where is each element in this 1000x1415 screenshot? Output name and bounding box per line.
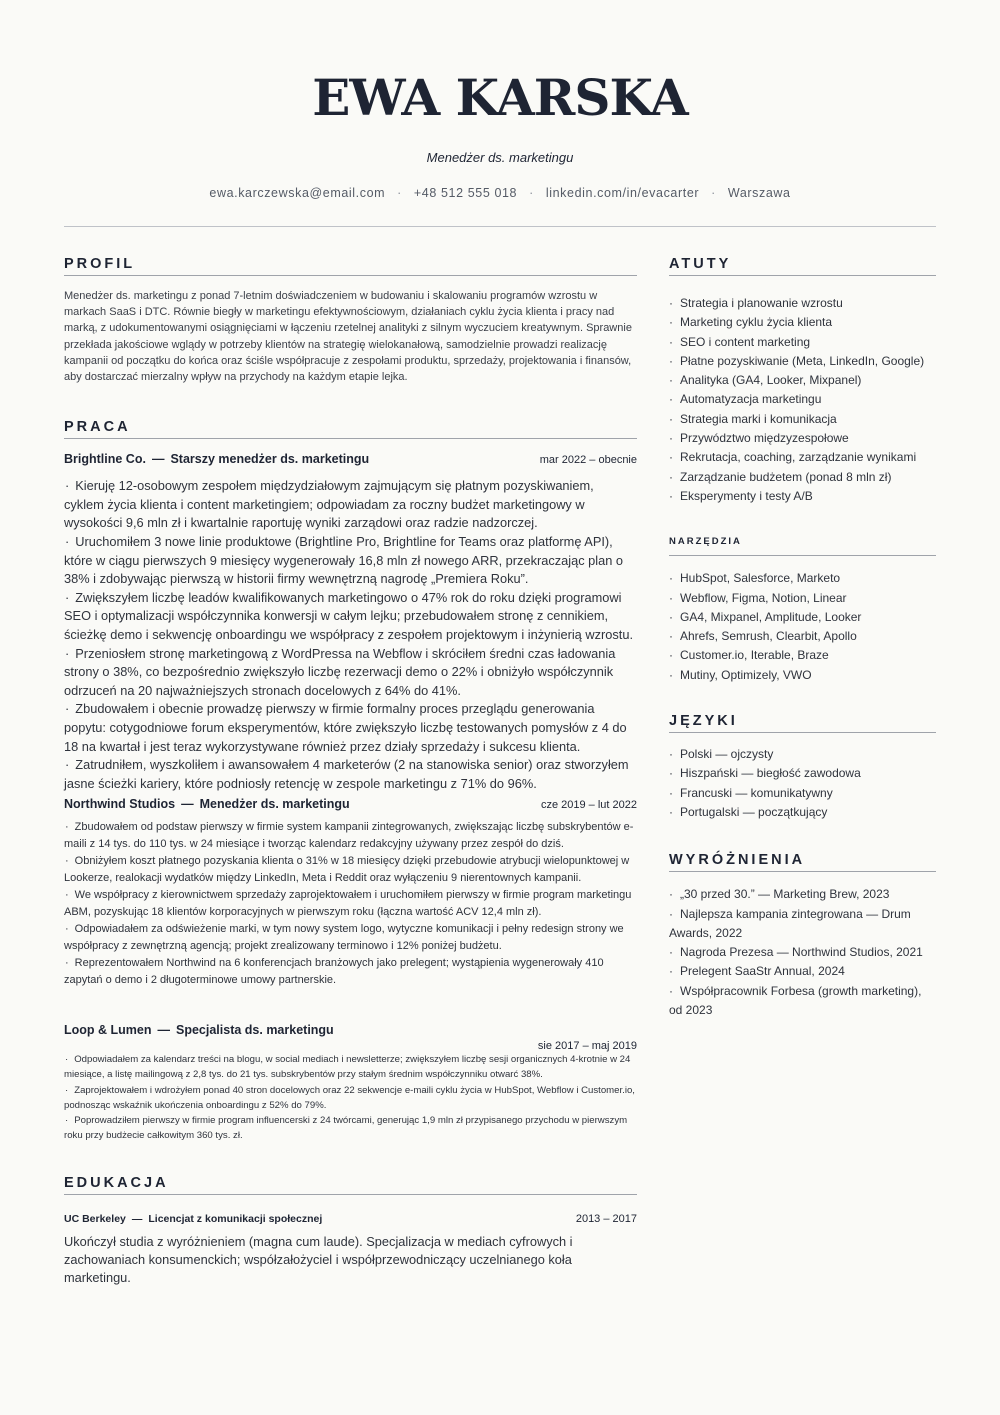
profile-section [64,256,637,385]
job-bullets [64,819,637,989]
education-school: UC Berkeley [64,1212,126,1225]
job-header: Brightline Co. — Starszy menedżer ds. marketingu mar 2022 – obecnie [64,452,637,467]
list-item: · Analityka (GA4, Looker, Mixpanel) [669,371,936,390]
job-bullets [64,477,637,793]
list-item: · GA4, Mixpanel, Amplitude, Looker [669,608,936,627]
list-item: · Webflow, Figma, Notion, Linear [669,589,936,608]
list-item: · Zarządzanie budżetem (ponad 8 mln zł) [669,468,936,487]
strengths-section [669,256,936,506]
list-item: · Francuski — komunikatywny [669,784,936,803]
list-item: · Customer.io, Iterable, Braze [669,646,936,665]
education-dates: 2013 – 2017 [575,1212,637,1225]
job-dates: mar 2022 – obecnie [539,454,637,467]
job-dates: cze 2019 – lut 2022 [540,799,637,812]
list-item: · Polski — ojczysty [669,745,936,764]
list-item: · Przywództwo międzyzespołowe [669,429,936,448]
list-item: · Eksperymenty i testy A/B [669,487,936,506]
languages-list [669,745,936,822]
job-bullet: · Zwiększyłem liczbę leadów kwalifikowanych marketingowo o 47% rok do roku dzięki programowi SEO i optymalizacji współczynnika konwersji w całym lejku; przebudowałem stronę z cennikiem, ścieżkę demo i sekwencję onboardingu we współpracy z zespołem projektowym i inżynierią wzrostu. [64,589,637,645]
job-title: Starszy menedżer ds. marketingu [170,452,370,467]
job-bullet: · Odpowiadałem za odświeżenie marki, w tym nowy system logo, wytyczne komunikacji i pełny redesign strony we współpracy z zewnętrzną agencją; projekt zrealizowany terminowo i 12% poniżej budżetu. [64,921,637,955]
job-bullet: · Zbudowałem od podstaw pierwszy w firmie system kampanii zintegrowanych, zwiększając liczbę subskrybentów e-maili z 14 tys. do 110 tys. w 24 miesiące i tworząc kalendarz redakcyjny używany przez zespół do dziś. [64,819,637,853]
education-section [64,1175,637,1287]
profile-text: Menedżer ds. marketingu z ponad 7-letnim doświadczeniem w budowaniu i skalowaniu programów wzrostu w markach SaaS i DTC. Równie biegły w marketingu efektywnościowym, działaniach cyklu życia klienta i pracy nad marką, z udokumentowanymi osiągnięciami w łączeniu rzetelnej analityki z silnym wyczuciem kreatywnym. Sprawnie przekłada jakościowe wglądy w potrzeby klientów na strategię wielokanałową, samodzielnie prowadzi realizację kampanii od początku do końca oraz ściśle współpracuje z zespołami produktu, sprzedaży, projektowania i finansów, aby dostarczać mierzalny wpływ na przychody na każdym etapie lejka. [64,290,632,384]
sidebar-column [669,256,936,1020]
education-text: Ukończył studia z wyróżnieniem (magna cum laude). Specjalizacja w mediach cyfrowych i zachowaniach konsumenckich; współzałożyciel i współprzewodniczący uczelnianego koła marketingu. [64,1233,573,1285]
education-header: UC Berkeley — Licencjat z komunikacji społecznej 2013 – 2017 [64,1212,637,1225]
candidate-role: Menedżer ds. marketingu [426,150,574,165]
list-item: · Mutiny, Optimizely, VWO [669,666,936,685]
list-item: · Ahrefs, Semrush, Clearbit, Apollo [669,627,936,646]
job-header: Loop & Lumen — Specjalista ds. marketingu [64,1023,334,1038]
job-bullet: · Zatrudniłem, wyszkoliłem i awansowałem 4 marketerów (2 na stanowiska senior) oraz stworzyłem jasne ścieżki kariery, które podniosły retencję w zespole marketingu z 71% do 96%. [64,756,637,793]
list-item: · Portugalski — początkujący [669,803,936,822]
strengths-list [669,294,936,506]
job-company: Brightline Co. [64,452,146,467]
list-item: · HubSpot, Salesforce, Marketo [669,569,936,588]
job-bullet: · Przeniosłem stronę marketingową z WordPressa na Webflow i skróciłem średni czas ładowania strony o 38%, co bezpośrednio zwiększyło liczbę rezerwacji demo o 22% i obniżyło współczynnik odrzuceń na 20 najważniejszych stronach docelowych z 64% do 41%. [64,645,637,701]
separator-dot: · [711,186,716,200]
awards-list [669,885,936,1020]
list-item: · Najlepsza kampania zintegrowana — Drum Awards, 2022 [669,905,936,944]
strengths-heading: ATUTY [669,256,936,276]
separator-dot: · [529,186,534,200]
list-item: · Hiszpański — biegłość zawodowa [669,764,936,783]
list-item: · Automatyzacja marketingu [669,390,936,409]
tools-list [669,569,936,685]
job-title: Specjalista ds. marketingu [176,1023,334,1038]
job-title: Menedżer ds. marketingu [199,797,350,812]
job-entry [64,452,637,793]
job-entry [64,1023,637,1143]
contact-phone: +48 512 555 018 [413,186,518,200]
job-company: Loop & Lumen [64,1023,152,1038]
header-divider [64,226,936,227]
job-bullet: · Poprowadziłem pierwszy w firmie program influencerski z 24 twórcami, generując 1,9 mln zł przypisanego przychodu w pierwszym roku przy budżecie całkowitym 360 tys. zł. [64,1113,637,1143]
contact-linkedin: linkedin.com/in/evacarter [545,186,700,200]
profile-heading: PROFIL [64,256,637,276]
candidate-name: EWA KARSKA [312,68,688,127]
list-item: · Rekrutacja, coaching, zarządzanie wynikami [669,448,936,467]
job-bullet: · Reprezentowałem Northwind na 6 konferencjach branżowych jako prelegent; wystąpienia wygenerowały 410 zapytań o demo i 2 długoterminowe umowy partnerskie. [64,955,637,989]
separator-dot: · [397,186,402,200]
education-degree: Licencjat z komunikacji społecznej [148,1212,323,1225]
job-bullet: · Zaprojektowałem i wdrożyłem ponad 40 stron docelowych oraz 22 sekwencje e-maili cyklu życia w HubSpot, Webflow i Customer.io, podnosząc wskaźnik ukończenia onboardingu z 52% do 79%. [64,1083,637,1113]
job-bullet: · Uruchomiłem 3 nowe linie produktowe (Brightline Pro, Brightline for Teams oraz platformę API), które w ciągu pierwszych 9 miesięcy wygenerowały 16,8 mln zł nowego ARR, przekraczając plan o 38% i zdobywając pierwszą w historii firmy wewnętrzną nagrodę „Premiera Roku”. [64,533,637,589]
list-item: · SEO i content marketing [669,333,936,352]
work-heading: PRACA [64,419,637,439]
list-item: · Płatne pozyskiwanie (Meta, LinkedIn, Google) [669,352,936,371]
list-item: · Marketing cyklu życia klienta [669,313,936,332]
job-bullet: · Zbudowałem i obecnie prowadzę pierwszy w firmie formalny proces przeglądu generowania popytu: cotygodniowe forum eksperymentów, które zwiększyło liczbę testowanych pomysłów z 4 do 18 na kwartał i jest teraz wykorzystywane również przez działy sprzedaży i sukcesu klienta. [64,700,637,756]
contact-line [0,186,1000,200]
list-item: · Nagroda Prezesa — Northwind Studios, 2021 [669,943,936,962]
job-company: Northwind Studios [64,797,176,812]
awards-heading: WYRÓŻNIENIA [669,852,936,872]
contact-location: Warszawa [727,186,791,200]
tools-section [669,536,936,685]
job-dates: sie 2017 – maj 2019 [537,1040,637,1053]
awards-section [669,852,936,1020]
job-bullet: · Obniżyłem koszt płatnego pozyskania klienta o 31% w 18 miesięcy dzięki przebudowie atrybucji wielopunktowej w Lookerze, realokacji wydatków między LinkedIn, Meta i Reddit oraz wyłączeniu 9 nierentownych kampanii. [64,853,637,887]
list-item: · Współpracownik Forbesa (growth marketing), od 2023 [669,982,936,1021]
main-column [64,256,637,1287]
job-entry [64,797,637,989]
work-section [64,419,637,1143]
job-bullet: · Kieruję 12-osobowym zespołem międzydziałowym zajmującym się płatnym pozyskiwaniem, cyklem życia klienta i content marketingiem; odpowiadam za roczny budżet marketingowy w wysokości 9,6 mln zł i kwartalnie raportuję wyniki zarządowi oraz radzie nadzorczej. [64,477,637,533]
list-item: · „30 przed 30.” — Marketing Brew, 2023 [669,885,936,904]
list-item: · Strategia i planowanie wzrostu [669,294,936,313]
job-bullet: · Odpowiadałem za kalendarz treści na blogu, w social mediach i newsletterze; zwiększyłem liczbę sesji organicznych 4-krotnie w 24 miesiące, a listę mailingową z 2,8 tys. do 21 tys. subskrybentów przy stałym średnim współczynniku otwarć 38%. [64,1052,637,1082]
contact-email: ewa.karczewska@email.com [209,186,386,200]
education-heading: EDUKACJA [64,1175,637,1195]
tools-heading: NARZĘDZIA [669,536,936,556]
job-header: Northwind Studios — Menedżer ds. marketingu cze 2019 – lut 2022 [64,797,637,812]
job-bullets [64,1052,637,1143]
list-item: · Prelegent SaaStr Annual, 2024 [669,962,936,981]
job-bullet: · We współpracy z kierownictwem sprzedaży zaprojektowałem i uruchomiłem pierwszy w firmie program marketingu ABM, pozyskując 18 klientów korporacyjnych w pierwszym roku (łączna wartość ACV 12,4 mln zł). [64,887,637,921]
languages-section [669,713,936,822]
list-item: · Strategia marki i komunikacja [669,410,936,429]
languages-heading: JĘZYKI [669,713,936,733]
